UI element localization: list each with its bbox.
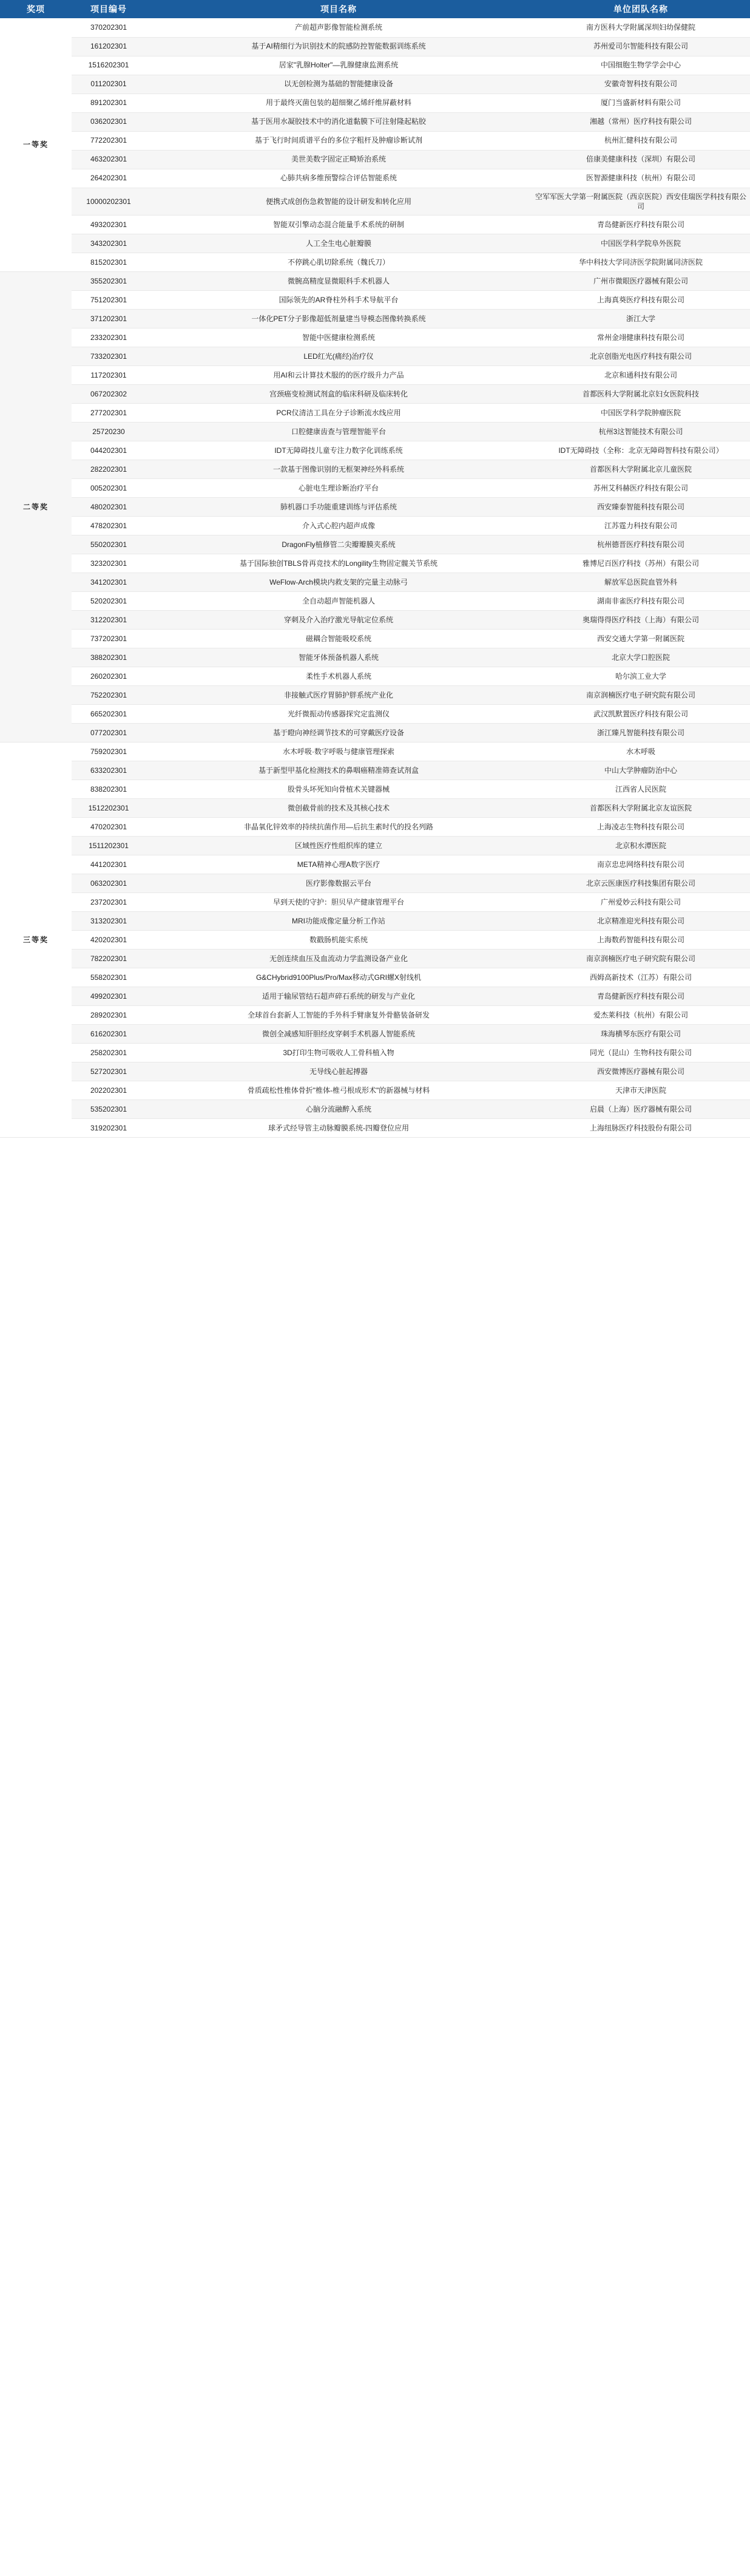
project-name: 基于瞪向神经调节技术的可穿戴医疗设备 [146,723,532,742]
table-row [0,56,750,75]
award-group-label: 一等奖 [0,18,72,271]
table-row [0,987,750,1005]
table-row [0,441,750,460]
table-row [0,554,750,573]
project-name: 微腕高精度显微眼科手术机器人 [146,271,532,290]
project-name: 非接触式医疗胃肺护胖系统产业化 [146,685,532,704]
project-code: 036202301 [72,112,146,131]
organization-name: 倍康美健康科技（深圳）有限公司 [532,150,750,169]
project-code: 558202301 [72,968,146,987]
project-code: 815202301 [72,253,146,271]
project-code: 343202301 [72,234,146,253]
table-row [0,1099,750,1118]
project-code: 665202301 [72,704,146,723]
project-code: 341202301 [72,573,146,591]
table-row [0,629,750,648]
project-name: 穿刺及介入治疗激光导航定位系统 [146,610,532,629]
table-row [0,1062,750,1081]
column-header-award: 奖项 [0,0,72,18]
table-row [0,761,750,780]
project-code: 782202301 [72,949,146,968]
organization-name: 中国医学科学院肿瘤医院 [532,403,750,422]
project-code: 258202301 [72,1043,146,1062]
project-code: 759202301 [72,742,146,761]
project-name: 数戳肠机能实系统 [146,930,532,949]
table-row [0,131,750,150]
project-name: MRI功能成像定量分析工作站 [146,911,532,930]
project-code: 370202301 [72,18,146,37]
organization-name: 同光（昆山）生物科技有限公司 [532,1043,750,1062]
organization-name: 北京精准迎光科技有限公司 [532,911,750,930]
project-name: 基于飞行时间质谱平台的多位字粗杆及肿瘤诊断试剂 [146,131,532,150]
table-row [0,667,750,685]
organization-name: 西姆高新技术（江苏）有限公司 [532,968,750,987]
project-code: 470202301 [72,817,146,836]
organization-name: 常州金翊健康科技有限公司 [532,328,750,347]
project-name: 肺机器口手功能重建训练与评估系统 [146,497,532,516]
project-code: 237202301 [72,892,146,911]
table-row [0,648,750,667]
organization-name: 解放军总医院血管外科 [532,573,750,591]
organization-name: 中国医学科学院阜外医院 [532,234,750,253]
project-code: 520202301 [72,591,146,610]
project-name: 心肺共病多维预警综合评估智能系统 [146,169,532,188]
project-name: 基于国际独创TBLS骨再竞技术的Longility生物固定髋关节系统 [146,554,532,573]
project-code: 289202301 [72,1005,146,1024]
table-row [0,93,750,112]
table-row [0,874,750,892]
project-code: 463202301 [72,150,146,169]
organization-name: 湖南非雀医疗科技有限公司 [532,591,750,610]
organization-name: 苏州艾科赫医疗科技有限公司 [532,478,750,497]
project-name: 用于最终灭菌包装的超细聚乙烯纤维屏蔽材料 [146,93,532,112]
organization-name: 广州市微眼医疗器械有限公司 [532,271,750,290]
project-name: 产前超声影像智能检测系统 [146,18,532,37]
project-code: 737202301 [72,629,146,648]
project-code: 838202301 [72,780,146,798]
table-row [0,234,750,253]
project-code: 117202301 [72,365,146,384]
table-row [0,911,750,930]
organization-name: 杭州3这智能技术有限公司 [532,422,750,441]
award-group-label: 二等奖 [0,271,72,742]
project-name: 球矛式经导管主动脉瓣膜系统-四瓣登位应用 [146,1118,532,1137]
table-row [0,478,750,497]
project-name: 股骨头坏死知向骨植术关键器械 [146,780,532,798]
organization-name: 北京和通科技有限公司 [532,365,750,384]
project-code: 277202301 [72,403,146,422]
project-name: 智能牙体预备机器人系统 [146,648,532,667]
organization-name: IDT无障碍技（全称：北京无障碍智科技有限公司） [532,441,750,460]
project-code: 550202301 [72,535,146,554]
table-row [0,573,750,591]
organization-name: 浙江大学 [532,309,750,328]
organization-name: 首都医科大学附属北京儿童医院 [532,460,750,478]
organization-name: 西安臻泰智能科技有限公司 [532,497,750,516]
project-name: 心脑分流融醉入系统 [146,1099,532,1118]
table-header-row [0,0,750,18]
project-name: IDT无障碍技儿童专注力数字化训练系统 [146,441,532,460]
project-name: 介入式心腔内超声成像 [146,516,532,535]
organization-name: 上海真葵医疗科技有限公司 [532,290,750,309]
organization-name: 首都医科大学附属北京妇女医院科技 [532,384,750,403]
table-row [0,1043,750,1062]
project-code: 751202301 [72,290,146,309]
project-code: 772202301 [72,131,146,150]
project-code: 264202301 [72,169,146,188]
project-code: 161202301 [72,37,146,56]
table-row [0,610,750,629]
project-name: LED红光(痛经)治疗仪 [146,347,532,365]
table-row [0,855,750,874]
project-code: 616202301 [72,1024,146,1043]
table-row [0,798,750,817]
organization-name: 奥瑞得得医疗科技（上海）有限公司 [532,610,750,629]
project-name: 智能双引擎动态混合能量手术系统的研制 [146,215,532,234]
organization-name: 上海凌志生物科技有限公司 [532,817,750,836]
organization-name: 南京忠忠网络科技有限公司 [532,855,750,874]
organization-name: 北京创脂光电医疗科技有限公司 [532,347,750,365]
project-code: 077202301 [72,723,146,742]
table-row [0,150,750,169]
award-list-page [0,0,750,1138]
project-code: 420202301 [72,930,146,949]
project-code: 388202301 [72,648,146,667]
project-code: 044202301 [72,441,146,460]
project-code: 233202301 [72,328,146,347]
table-row [0,949,750,968]
project-code: 499202301 [72,987,146,1005]
organization-name: 哈尔滨工业大学 [532,667,750,685]
project-name: 不停跳心肌切除系统（魏氏刀） [146,253,532,271]
project-name: 心脏电生理诊断治疗平台 [146,478,532,497]
column-header-code: 项目编号 [72,0,146,18]
organization-name: 苏州爱司尔智能科技有限公司 [532,37,750,56]
table-row [0,685,750,704]
project-name: 柔性手术机器人系统 [146,667,532,685]
project-code: 260202301 [72,667,146,685]
project-code: 527202301 [72,1062,146,1081]
table-row [0,290,750,309]
project-name: 人工全生电心脏瓣膜 [146,234,532,253]
table-body [0,18,750,1137]
project-name: 3D打印生物可吸收人工骨科植入物 [146,1043,532,1062]
project-name: 水木呼吸·数字呼吸与健康管理探索 [146,742,532,761]
table-row [0,817,750,836]
organization-name: 天津市天津医院 [532,1081,750,1099]
project-name: 无导线心脏起搏器 [146,1062,532,1081]
project-name: 智能中医健康检测系统 [146,328,532,347]
table-row [0,422,750,441]
project-code: 493202301 [72,215,146,234]
project-code: 25720230 [72,422,146,441]
organization-name: 上海纽脉医疗科技股份有限公司 [532,1118,750,1137]
organization-name: 南京润楠医疗电子研究院有限公司 [532,949,750,968]
project-name: 全自动超声智能机器人 [146,591,532,610]
table-row [0,309,750,328]
project-name: 微创截骨前的技术及其核心技术 [146,798,532,817]
organization-name: 雅博尼百医疗科技（苏州）有限公司 [532,554,750,573]
table-row [0,18,750,37]
table-row [0,215,750,234]
organization-name: 南方医科大学附属深圳妇幼保健院 [532,18,750,37]
organization-name: 空军军医大学第一附属医院（西京医院）西安佳瑞医学科技有限公司 [532,188,750,215]
table-row [0,968,750,987]
project-name: 适用于输尿管结石超声碎石系统的研发与产业化 [146,987,532,1005]
table-row [0,892,750,911]
project-name: 居家"乳腺Holter"—乳腺健康监测系统 [146,56,532,75]
table-row [0,271,750,290]
organization-name: 西安微博医疗器械有限公司 [532,1062,750,1081]
table-row [0,836,750,855]
table-row [0,75,750,93]
organization-name: 首都医科大学附属北京友谊医院 [532,798,750,817]
project-code: 202202301 [72,1081,146,1099]
organization-name: 青岛健新医疗科技有限公司 [532,987,750,1005]
project-code: 319202301 [72,1118,146,1137]
project-code: 891202301 [72,93,146,112]
organization-name: 启晨（上海）医疗器械有限公司 [532,1099,750,1118]
organization-name: 中国细胞生物学学会中心 [532,56,750,75]
project-code: 355202301 [72,271,146,290]
project-code: 1512202301 [72,798,146,817]
project-code: 312202301 [72,610,146,629]
table-row [0,516,750,535]
project-name: 基于新型甲基化检测技术的鼻咽癌精准筛查试剂盒 [146,761,532,780]
project-code: 733202301 [72,347,146,365]
table-row [0,169,750,188]
organization-name: 爱杰莱科技（杭州）有限公司 [532,1005,750,1024]
table-row [0,347,750,365]
project-code: 441202301 [72,855,146,874]
table-row [0,497,750,516]
organization-name: 青岛健新医疗科技有限公司 [532,215,750,234]
organization-name: 南京润楠医疗电子研究院有限公司 [532,685,750,704]
project-name: 无创连续血压及血流动力学监测设备产业化 [146,949,532,968]
project-code: 323202301 [72,554,146,573]
project-name: 基于AI精细行为识别技术的院感防控智能数据训练系统 [146,37,532,56]
project-name: 国际领先的AR脊柱外科手术导航平台 [146,290,532,309]
project-name: 用AI和云计算技术服的的医疗级升力产品 [146,365,532,384]
organization-name: 上海数药智能科技有限公司 [532,930,750,949]
project-name: G&CHybrid9100Plus/Pro/Max移动式GRI螺X射线机 [146,968,532,987]
project-code: 633202301 [72,761,146,780]
table-row [0,384,750,403]
project-code: 480202301 [72,497,146,516]
organization-name: 北京大学口腔医院 [532,648,750,667]
organization-name: 杭州德晋医疗科技有限公司 [532,535,750,554]
table-row [0,1118,750,1137]
project-name: PCR仪清洁工具在分子诊断流水线应用 [146,403,532,422]
project-name: 骨质疏松性椎体骨折"椎体-椎弓根成形术"的新器械与材料 [146,1081,532,1099]
project-name: 早到天使的守护：胆贝早产健康管理平台 [146,892,532,911]
project-name: 医疗影像数据云平台 [146,874,532,892]
table-row [0,723,750,742]
organization-name: 厦门当盛新材料有限公司 [532,93,750,112]
project-name: 区域性医疗性组织库的建立 [146,836,532,855]
project-name: 宫颈癌变检测试剂盒的临床科研及临床转化 [146,384,532,403]
project-code: 10000202301 [72,188,146,215]
project-name: 美世美数字固定正畸矫治系统 [146,150,532,169]
organization-name: 医智源健康科技（杭州）有限公司 [532,169,750,188]
project-code: 371202301 [72,309,146,328]
project-name: 一款基于图像识别的无框架神经外科系统 [146,460,532,478]
project-name: WeFlow-Arch模块内救支架的完量主动脉弓 [146,573,532,591]
project-name: 以无创检测为基础的智能健康设备 [146,75,532,93]
organization-name: 广州爱妙云科技有限公司 [532,892,750,911]
project-name: 一体化PET分子影像超低剂量建当导模态图像转换系统 [146,309,532,328]
organization-name: 西安交通大学第一附属医院 [532,629,750,648]
award-table [0,0,750,1138]
table-row [0,188,750,215]
table-header [0,0,750,18]
table-row [0,535,750,554]
organization-name: 北京积水潭医院 [532,836,750,855]
project-code: 282202301 [72,460,146,478]
organization-name: 浙江臻凡智能科技有限公司 [532,723,750,742]
organization-name: 华中科技大学同济医学院附属同济医院 [532,253,750,271]
table-row [0,591,750,610]
project-code: 011202301 [72,75,146,93]
table-row [0,780,750,798]
project-name: 磁耦合智能吸咬系统 [146,629,532,648]
table-row [0,365,750,384]
table-row [0,1024,750,1043]
project-code: 535202301 [72,1099,146,1118]
table-row [0,403,750,422]
organization-name: 湘越（常州）医疗科技有限公司 [532,112,750,131]
table-row [0,112,750,131]
table-row [0,930,750,949]
project-code: 005202301 [72,478,146,497]
table-row [0,704,750,723]
organization-name: 中山大学肿瘤防治中心 [532,761,750,780]
project-name: 口腔健康齿查与管理智能平台 [146,422,532,441]
organization-name: 江西省人民医院 [532,780,750,798]
table-row [0,742,750,761]
table-row [0,1005,750,1024]
project-name: 光纤微振动传感器探究定监测仪 [146,704,532,723]
organization-name: 水木呼吸 [532,742,750,761]
organization-name: 北京云医康医疗科技集团有限公司 [532,874,750,892]
project-code: 063202301 [72,874,146,892]
project-name: 基于医用水凝胶技术中的消化道黏膜下可注射隆起粘胶 [146,112,532,131]
organization-name: 杭州汇健科技有限公司 [532,131,750,150]
project-name: 非晶氧化锌效率的持续抗菌作用—后抗生素时代的投名列路 [146,817,532,836]
organization-name: 珠海横琴东医疗有限公司 [532,1024,750,1043]
column-header-name: 项目名称 [146,0,532,18]
table-row [0,253,750,271]
project-name: 全球首台套新人工智能的手外科手臂康复外骨骼装备研发 [146,1005,532,1024]
project-name: DragonFly植修管二尖瓣瓣膜夹系统 [146,535,532,554]
table-row [0,37,750,56]
award-group-label: 三等奖 [0,742,72,1137]
organization-name: 安徽奇智科技有限公司 [532,75,750,93]
organization-name: 武汉凯默置医疗科技有限公司 [532,704,750,723]
column-header-org: 单位团队名称 [532,0,750,18]
organization-name: 江苏霆力科技有限公司 [532,516,750,535]
project-name: META精神心理A数字医疗 [146,855,532,874]
table-row [0,1081,750,1099]
project-code: 1516202301 [72,56,146,75]
project-name: 便携式成创伤急救智能的设计研发和转化应用 [146,188,532,215]
project-code: 313202301 [72,911,146,930]
project-code: 752202301 [72,685,146,704]
table-row [0,328,750,347]
table-row [0,460,750,478]
project-code: 478202301 [72,516,146,535]
project-code: 067202302 [72,384,146,403]
project-code: 1511202301 [72,836,146,855]
project-name: 微创全减感知肝胆经皮穿刺手术机器人智能系统 [146,1024,532,1043]
